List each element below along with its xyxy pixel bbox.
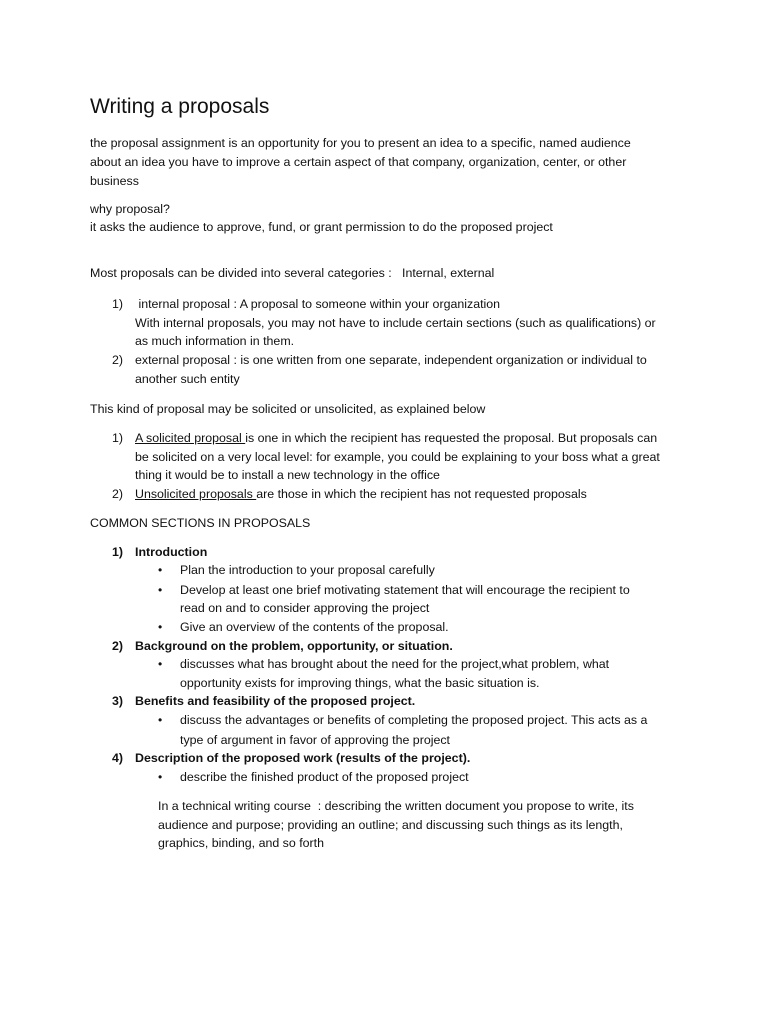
term-definition: is one in which the recipient has requested the proposal. But proposals can bbox=[245, 431, 658, 445]
bullet-icon: • bbox=[158, 713, 163, 727]
section-number: 2) bbox=[112, 639, 124, 653]
closing-line: audience and purpose; providing an outline; and discussing such things as its length, bbox=[158, 818, 623, 832]
bullet-icon: • bbox=[158, 563, 163, 577]
intro-line: business bbox=[90, 174, 139, 188]
list-number: 1) bbox=[112, 297, 124, 311]
list-item-text: be solicited on a very local level: for example, you could be explaining to your boss what a great bbox=[135, 450, 660, 464]
section-number: 4) bbox=[112, 751, 124, 765]
list-item-text bbox=[135, 429, 657, 448]
term-unsolicited: Unsolicited proposals bbox=[135, 487, 257, 501]
list-number: 2) bbox=[112, 487, 124, 501]
why-question: why proposal? bbox=[90, 202, 170, 216]
bullet-text: describe the finished product of the proposed project bbox=[180, 770, 469, 784]
intro-line: about an idea you have to improve a certain aspect of that company, organization, center, or other bbox=[90, 155, 627, 169]
list-item-text: internal proposal : A proposal to someone within your organization bbox=[135, 297, 501, 311]
sections-heading: COMMON SECTIONS IN PROPOSALS bbox=[90, 516, 311, 530]
section-number: 3) bbox=[112, 694, 124, 708]
solicited-line: This kind of proposal may be solicited or unsolicited, as explained below bbox=[90, 402, 486, 416]
bullet-text: type of argument in favor of approving the project bbox=[180, 733, 450, 747]
bullet-icon: • bbox=[158, 657, 163, 671]
list-item-text bbox=[135, 485, 587, 504]
list-item-text: as much information in them. bbox=[135, 334, 295, 348]
section-title: Introduction bbox=[135, 545, 208, 559]
closing-line: graphics, binding, and so forth bbox=[158, 836, 325, 850]
term-definition: are those in which the recipient has not requested proposals bbox=[256, 487, 587, 501]
bullet-icon: • bbox=[158, 583, 163, 597]
section-title: Benefits and feasibility of the proposed project. bbox=[135, 694, 416, 708]
bullet-text: discusses what has brought about the need for the project,what problem, what bbox=[180, 657, 610, 671]
bullet-text: Develop at least one brief motivating statement that will encourage the recipient to bbox=[180, 583, 630, 597]
bullet-icon: • bbox=[158, 770, 163, 784]
section-title: Description of the proposed work (results of the project). bbox=[135, 751, 471, 765]
bullet-text: Give an overview of the contents of the proposal. bbox=[180, 620, 449, 634]
page-title: Writing a proposals bbox=[90, 95, 270, 118]
list-item-text: thing it would be to install a new technology in the office bbox=[135, 468, 440, 482]
categories-line: Most proposals can be divided into several categories : Internal, external bbox=[90, 266, 495, 280]
list-number: 2) bbox=[112, 353, 124, 367]
list-number: 1) bbox=[112, 431, 124, 445]
section-title: Background on the problem, opportunity, or situation. bbox=[135, 639, 453, 653]
bullet-text: read on and to consider approving the project bbox=[180, 601, 430, 615]
term-solicited: A solicited proposal bbox=[135, 431, 246, 445]
bullet-text: opportunity exists for improving things, what the basic situation is. bbox=[180, 676, 540, 690]
bullet-icon: • bbox=[158, 620, 163, 634]
list-item-text: With internal proposals, you may not have to include certain sections (such as qualifications) or bbox=[135, 316, 656, 330]
bullet-text: Plan the introduction to your proposal carefully bbox=[180, 563, 435, 577]
section-number: 1) bbox=[112, 545, 124, 559]
why-answer: it asks the audience to approve, fund, or grant permission to do the proposed project bbox=[90, 220, 553, 234]
closing-line: In a technical writing course : describing the written document you propose to write, its bbox=[158, 799, 634, 813]
intro-line: the proposal assignment is an opportunity for you to present an idea to a specific, named audience bbox=[90, 136, 631, 150]
list-item-text: another such entity bbox=[135, 372, 240, 386]
list-item-text: external proposal : is one written from one separate, independent organization or individual to bbox=[135, 353, 647, 367]
bullet-text: discuss the advantages or benefits of completing the proposed project. This acts as a bbox=[180, 713, 648, 727]
